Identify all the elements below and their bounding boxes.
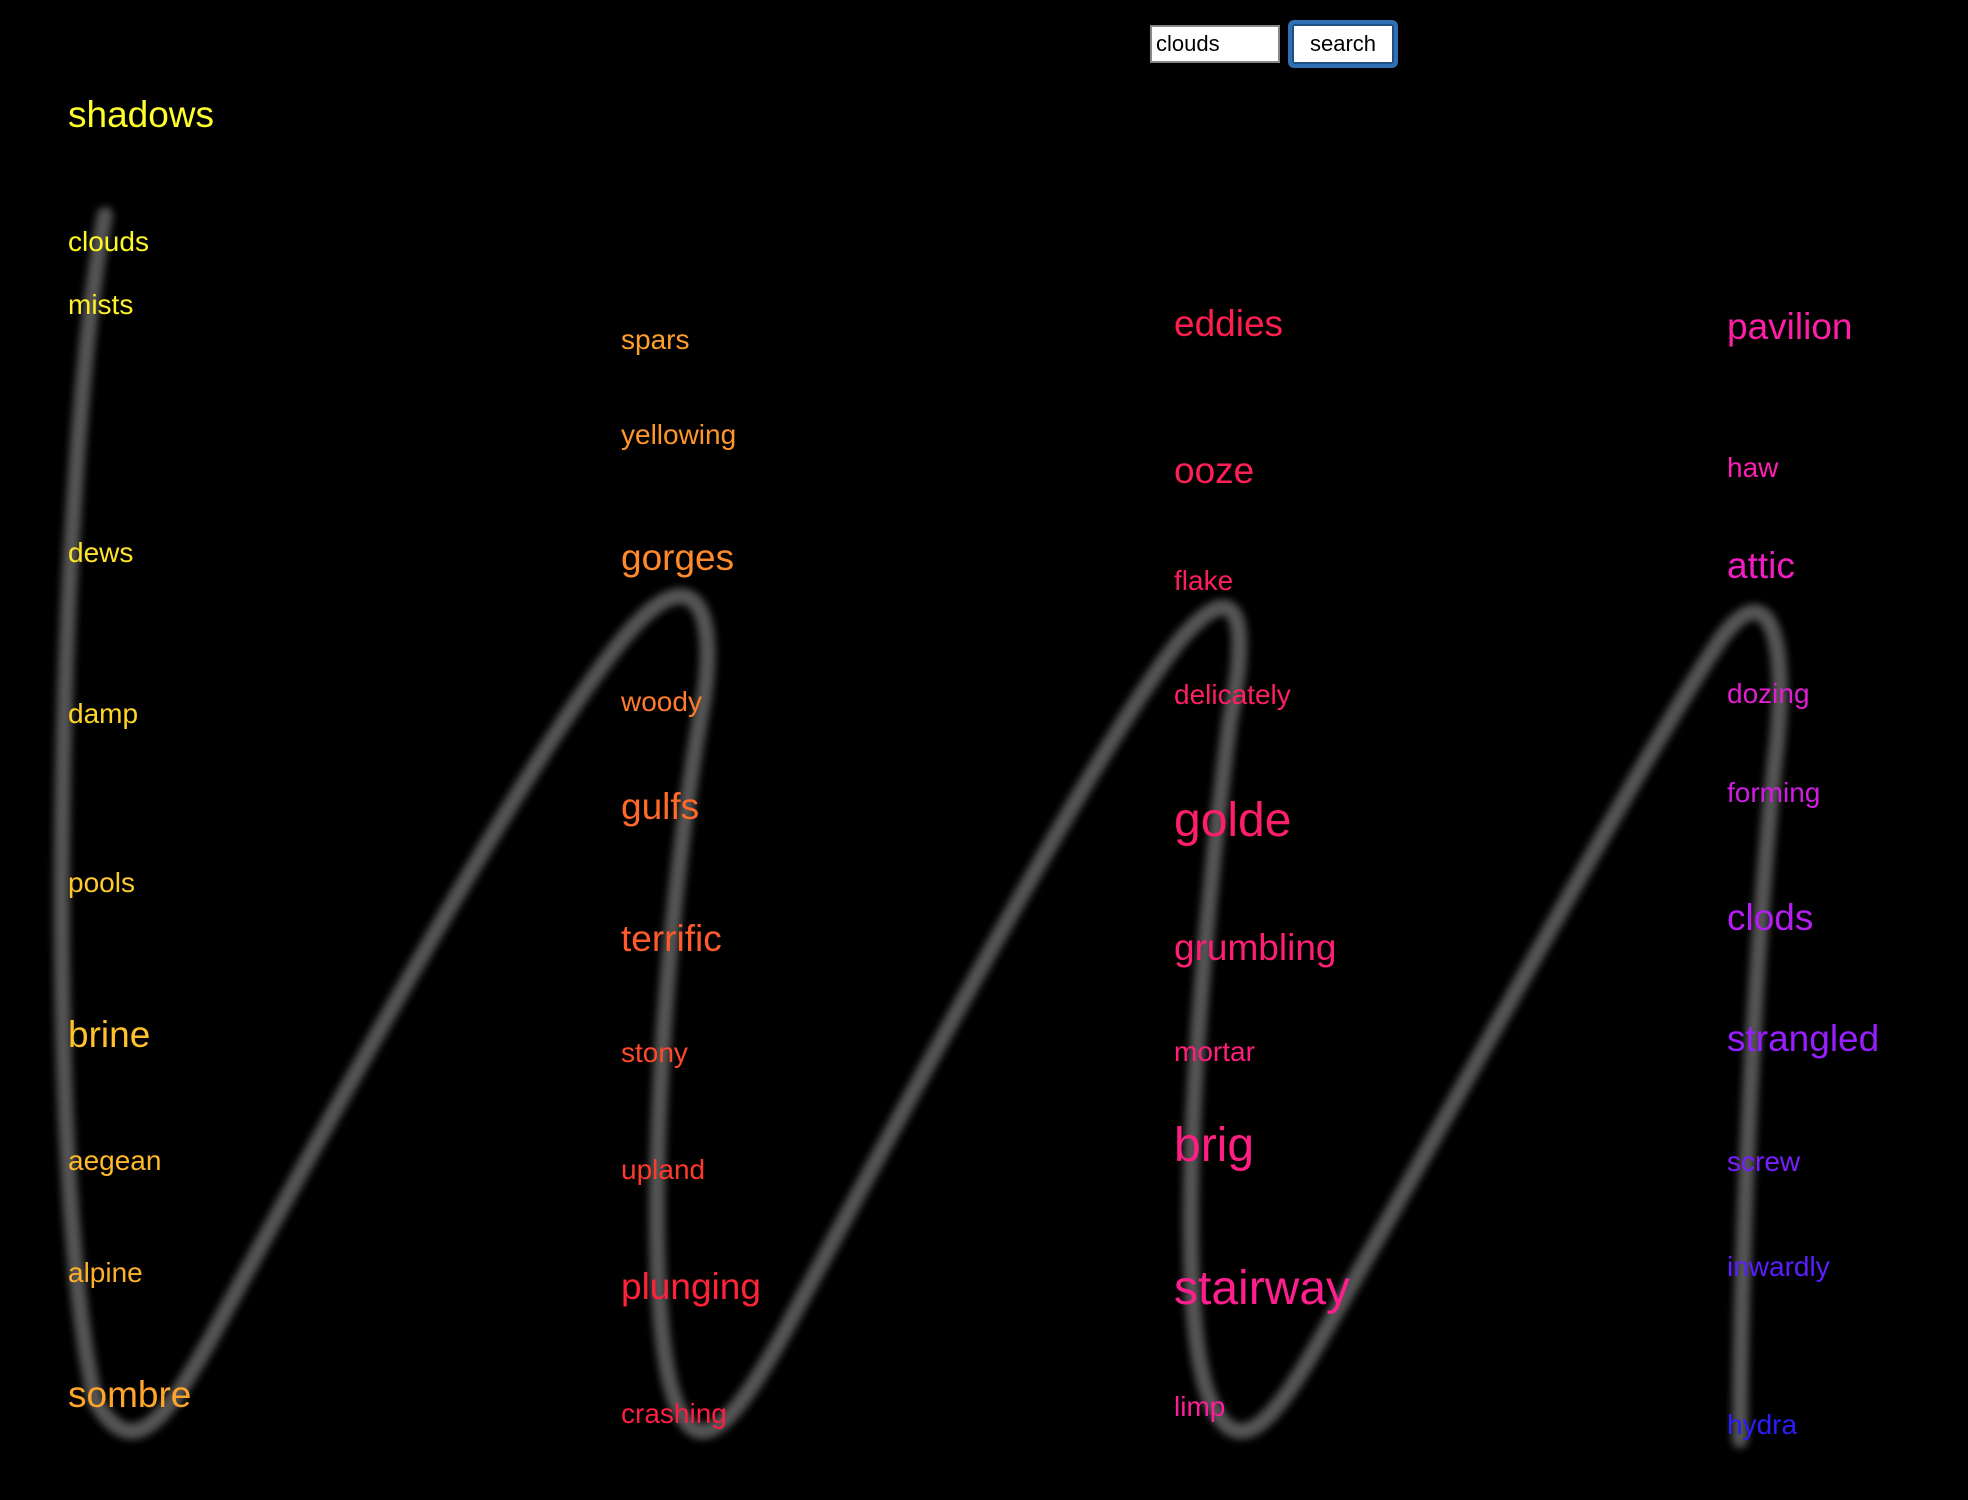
word-brine[interactable]: brine — [68, 1014, 151, 1055]
word-dews[interactable]: dews — [68, 537, 134, 568]
word-haw[interactable]: haw — [1727, 452, 1779, 483]
word-inwardly[interactable]: inwardly — [1727, 1251, 1830, 1282]
word-upland[interactable]: upland — [621, 1154, 706, 1185]
word-pools[interactable]: pools — [68, 867, 135, 898]
word-mists[interactable]: mists — [68, 289, 134, 320]
word-screw[interactable]: screw — [1727, 1146, 1801, 1177]
word-ooze[interactable]: ooze — [1174, 450, 1255, 491]
word-golde[interactable]: golde — [1174, 794, 1292, 847]
search-bar — [1150, 20, 1398, 68]
association-path-line — [62, 215, 1780, 1440]
word-aegean[interactable]: aegean — [68, 1145, 162, 1176]
word-crashing[interactable]: crashing — [621, 1398, 727, 1429]
word-terrific[interactable]: terrific — [621, 918, 722, 959]
word-spars[interactable]: spars — [621, 324, 690, 355]
word-woody[interactable]: woody — [621, 686, 702, 717]
word-damp[interactable]: damp — [68, 698, 139, 729]
word-flake[interactable]: flake — [1174, 565, 1234, 596]
word-delicately[interactable]: delicately — [1174, 679, 1291, 710]
word-yellowing[interactable]: yellowing — [621, 419, 737, 450]
word-shadows[interactable]: shadows — [68, 94, 215, 135]
search-button[interactable]: search — [1288, 20, 1398, 68]
word-hydra[interactable]: hydra — [1727, 1409, 1798, 1440]
word-plunging[interactable]: plunging — [621, 1266, 761, 1307]
word-gorges[interactable]: gorges — [621, 537, 735, 578]
word-pavilion[interactable]: pavilion — [1727, 306, 1853, 347]
word-attic[interactable]: attic — [1727, 545, 1795, 586]
word-sombre[interactable]: sombre — [68, 1374, 192, 1415]
word-brig[interactable]: brig — [1174, 1119, 1255, 1172]
word-forming[interactable]: forming — [1727, 777, 1821, 808]
word-stony[interactable]: stony — [621, 1037, 688, 1068]
word-eddies[interactable]: eddies — [1174, 303, 1284, 344]
word-stairway[interactable]: stairway — [1174, 1262, 1351, 1315]
word-mortar[interactable]: mortar — [1174, 1036, 1255, 1067]
word-alpine[interactable]: alpine — [68, 1257, 143, 1288]
word-clods[interactable]: clods — [1727, 897, 1814, 938]
search-input[interactable] — [1150, 25, 1280, 63]
word-limp[interactable]: limp — [1174, 1391, 1226, 1422]
word-clouds[interactable]: clouds — [68, 226, 149, 257]
word-gulfs[interactable]: gulfs — [621, 786, 700, 827]
word-strangled[interactable]: strangled — [1727, 1018, 1880, 1059]
word-dozing[interactable]: dozing — [1727, 678, 1810, 709]
word-grumbling[interactable]: grumbling — [1174, 927, 1337, 968]
